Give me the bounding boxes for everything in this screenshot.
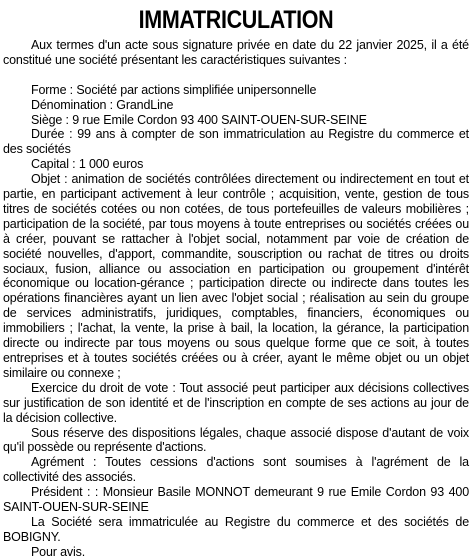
intro-paragraph: Aux termes d'un acte sous signature privée en date du 22 janvier 2025, il a été constitué une société présentant les caractéristiques suivantes : xyxy=(3,38,469,67)
pour-avis-line: Pour avis. xyxy=(31,544,86,559)
siege-line: Siège : 9 rue Emile Cordon 93 400 SAINT-OUEN-SUR-SEINE xyxy=(31,112,367,127)
president-paragraph: Président : : Monsieur Basile MONNOT demeurant 9 rue Emile Cordon 93 400 SAINT-OUEN-SUR-SEINE xyxy=(3,485,469,515)
denomination-line: Dénomination : GrandLine xyxy=(31,97,174,112)
legal-notice xyxy=(3,4,469,560)
duree-line: Durée : 99 ans à compter de son immatriculation au Registre du commerce et des sociétés xyxy=(3,127,469,157)
agrement-paragraph: Agrément : Toutes cessions d'actions sont soumises à l'agrément de la collectivité des associés. xyxy=(3,455,469,485)
registre-paragraph: La Société sera immatriculée au Registre du commerce et des sociétés de BOBIGNY. xyxy=(3,514,469,544)
paragraph-spacer xyxy=(3,68,469,83)
objet-paragraph: Objet : animation de sociétés contrôlées directement ou indirectement en tout et partie, en participant activement à leur contrôle ; acquisition, vente, gestion de tous titres de sociétés cotées ou non cotées, de tous portefeuilles de valeurs mobilières ; participation de la société, par tous moyens à toute entreprises ou sociétés créées ou à créer, pouvant se rattacher à l'objet social, notamment par voie de création de société nouvelles, d'apport, commandite, souscription ou rachat de titres ou droits sociaux, fusion, alliance ou association en participation ou groupement d'intérêt économique ou location-gérance ; participation directe ou indirecte dans toutes les opérations financières ayant un lien avec l'objet social ; réalisation au sein du groupe de services administratifs, juridiques, comptables, financiers, économiques ou immobiliers ; l'achat, la vente, la prise à bail, la location, la gérance, la participation directe ou indirecte par tous moyens ou sous quelque forme que ce soit, à toutes entreprises et à toutes sociétés créées ou à créer, ayant le même objet ou un objet similaire ou connexe ; xyxy=(3,172,469,380)
voix-paragraph: Sous réserve des dispositions légales, chaque associé dispose d'autant de voix qu'il possède ou représente d'actions. xyxy=(3,425,469,455)
vote-paragraph: Exercice du droit de vote : Tout associé peut participer aux décisions collectives sur justification de son identité et de l'inscription en compte de ses actions au jour de la décision collective. xyxy=(3,380,469,425)
notice-title: IMMATRICULATION xyxy=(138,6,334,34)
capital-line: Capital : 1 000 euros xyxy=(31,157,144,172)
forme-line: Forme : Société par actions simplifiée unipersonnelle xyxy=(31,82,317,97)
